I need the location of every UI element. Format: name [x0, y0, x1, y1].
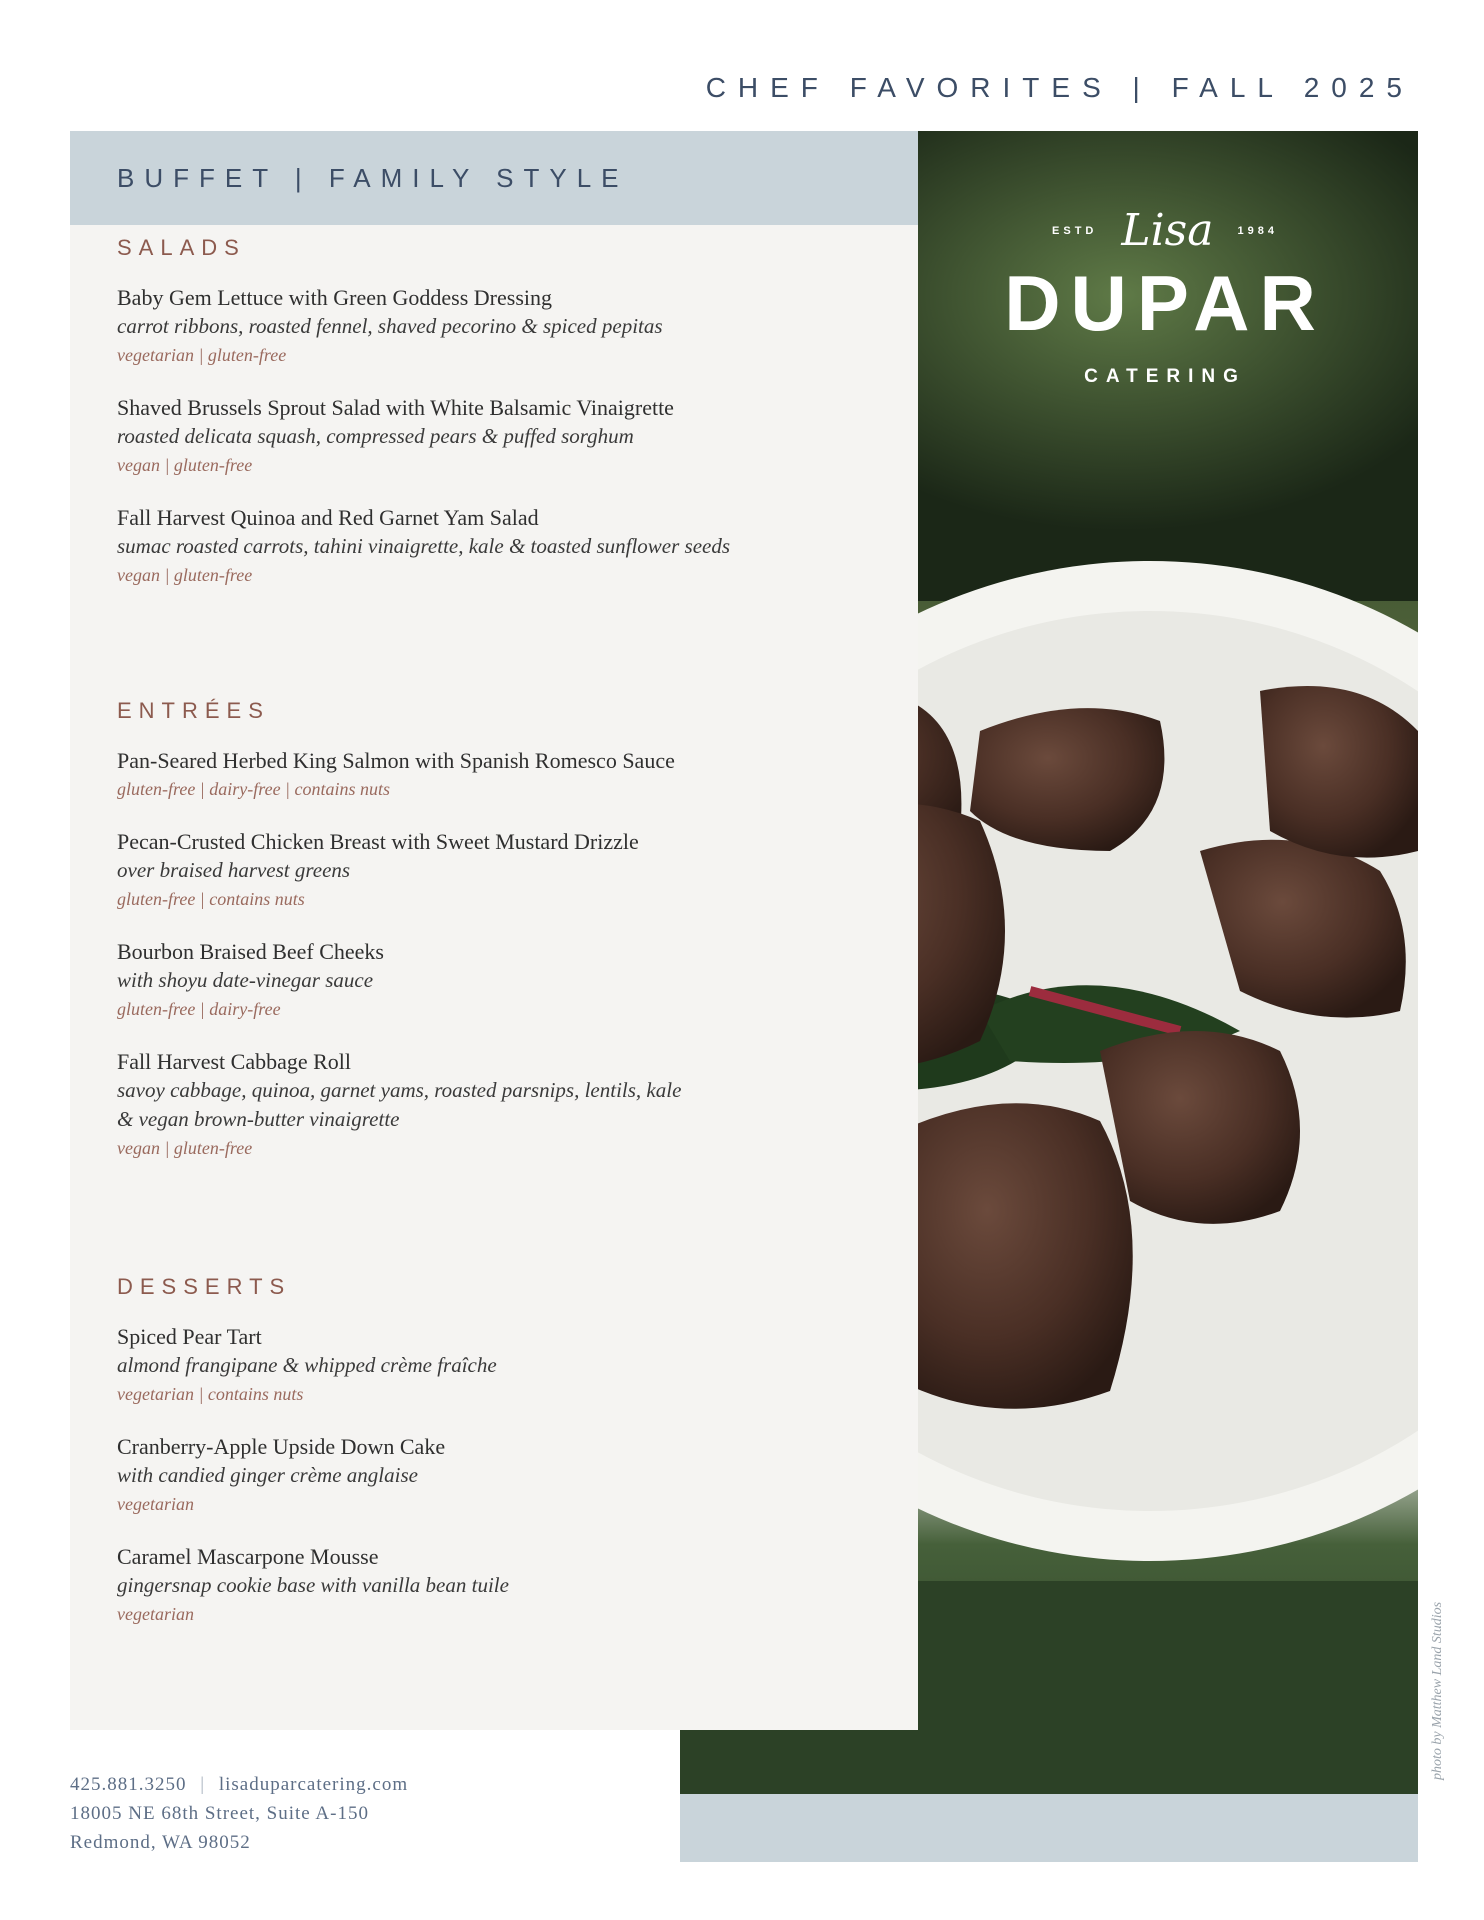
- item-name: Shaved Brussels Sprout Salad with White Balsamic Vinaigrette: [117, 395, 674, 420]
- item-description-continued: & vegan brown-butter vinaigrette: [117, 1107, 400, 1131]
- item-dietary: vegan | gluten-free: [117, 1138, 253, 1158]
- logo-script: Lisa: [1121, 205, 1214, 256]
- item-dietary: gluten-free | dairy-free | contains nuts: [117, 779, 391, 799]
- contact-footer: [70, 1770, 408, 1857]
- item-dietary: vegetarian: [117, 1494, 194, 1514]
- item-name: Fall Harvest Cabbage Roll: [117, 1049, 352, 1074]
- menu-item: [117, 283, 730, 369]
- item-name: Baby Gem Lettuce with Green Goddess Dressing: [117, 285, 553, 310]
- address-line-2: Redmond, WA 98052: [70, 1832, 251, 1853]
- website-link[interactable]: lisaduparcatering.com: [218, 1774, 409, 1795]
- item-description: roasted delicata squash, compressed pears & puffed sorghum: [117, 424, 634, 448]
- item-name: Fall Harvest Quinoa and Red Garnet Yam Salad: [117, 505, 539, 530]
- logo-subtitle: CATERING: [1084, 366, 1246, 387]
- separator: |: [200, 1774, 206, 1795]
- item-name: Caramel Mascarpone Mousse: [117, 1544, 379, 1569]
- item-name: Cranberry-Apple Upside Down Cake: [117, 1434, 446, 1459]
- photo-credit: photo by Matthew Land Studios: [1430, 1601, 1445, 1780]
- item-name: Bourbon Braised Beef Cheeks: [117, 939, 384, 964]
- menu-item: [117, 827, 681, 913]
- section-title: DESSERTS: [117, 1274, 292, 1299]
- section-entrees: [117, 698, 681, 1186]
- item-description: carrot ribbons, roasted fennel, shaved pecorino & spiced pepitas: [117, 314, 663, 338]
- menu-panel: [70, 131, 918, 1730]
- item-description: gingersnap cookie base with vanilla bean tuile: [117, 1573, 509, 1597]
- section-desserts: [117, 1274, 509, 1652]
- panel-title: BUFFET | FAMILY STYLE: [70, 131, 918, 225]
- item-name: Pan-Seared Herbed King Salmon with Spanish Romesco Sauce: [117, 748, 675, 773]
- menu-item: [117, 746, 681, 803]
- menu-item: [117, 1432, 509, 1518]
- address-line-1: 18005 NE 68th Street, Suite A-150: [70, 1803, 369, 1824]
- menu-item: [117, 937, 681, 1023]
- photo-footer-bar: [680, 1794, 1418, 1862]
- item-dietary: vegetarian: [117, 1604, 194, 1624]
- logo-estd: ESTD: [1052, 224, 1098, 237]
- item-dietary: vegetarian | contains nuts: [117, 1384, 304, 1404]
- section-title: ENTRÉES: [117, 698, 270, 723]
- item-dietary: vegetarian | gluten-free: [117, 345, 287, 365]
- section-salads: [117, 235, 730, 613]
- phone-number[interactable]: 425.881.3250: [70, 1774, 187, 1795]
- menu-item: [117, 1542, 509, 1628]
- item-dietary: vegan | gluten-free: [117, 565, 253, 585]
- logo-name: DUPAR: [1004, 259, 1326, 347]
- menu-item: [117, 393, 730, 479]
- section-title: SALADS: [117, 235, 246, 260]
- page-header-title: CHEF FAVORITES | FALL 2025: [705, 72, 1414, 103]
- company-logo: [985, 205, 1345, 388]
- item-dietary: vegan | gluten-free: [117, 455, 253, 475]
- item-description: with candied ginger crème anglaise: [117, 1463, 418, 1487]
- item-description: sumac roasted carrots, tahini vinaigrette, kale & toasted sunflower seeds: [117, 534, 731, 558]
- item-description: almond frangipane & whipped crème fraîche: [117, 1353, 497, 1377]
- menu-item: [117, 503, 730, 589]
- item-dietary: gluten-free | contains nuts: [117, 889, 305, 909]
- item-dietary: gluten-free | dairy-free: [117, 999, 281, 1019]
- menu-item: [117, 1322, 509, 1408]
- contact-line: [70, 1770, 408, 1799]
- menu-item: [117, 1047, 681, 1162]
- item-name: Pecan-Crusted Chicken Breast with Sweet Mustard Drizzle: [117, 829, 639, 854]
- item-description: with shoyu date-vinegar sauce: [117, 968, 374, 992]
- item-name: Spiced Pear Tart: [117, 1324, 262, 1349]
- logo-year: 1984: [1237, 224, 1278, 237]
- item-description: savoy cabbage, quinoa, garnet yams, roasted parsnips, lentils, kale: [117, 1078, 682, 1102]
- item-description: over braised harvest greens: [117, 858, 351, 882]
